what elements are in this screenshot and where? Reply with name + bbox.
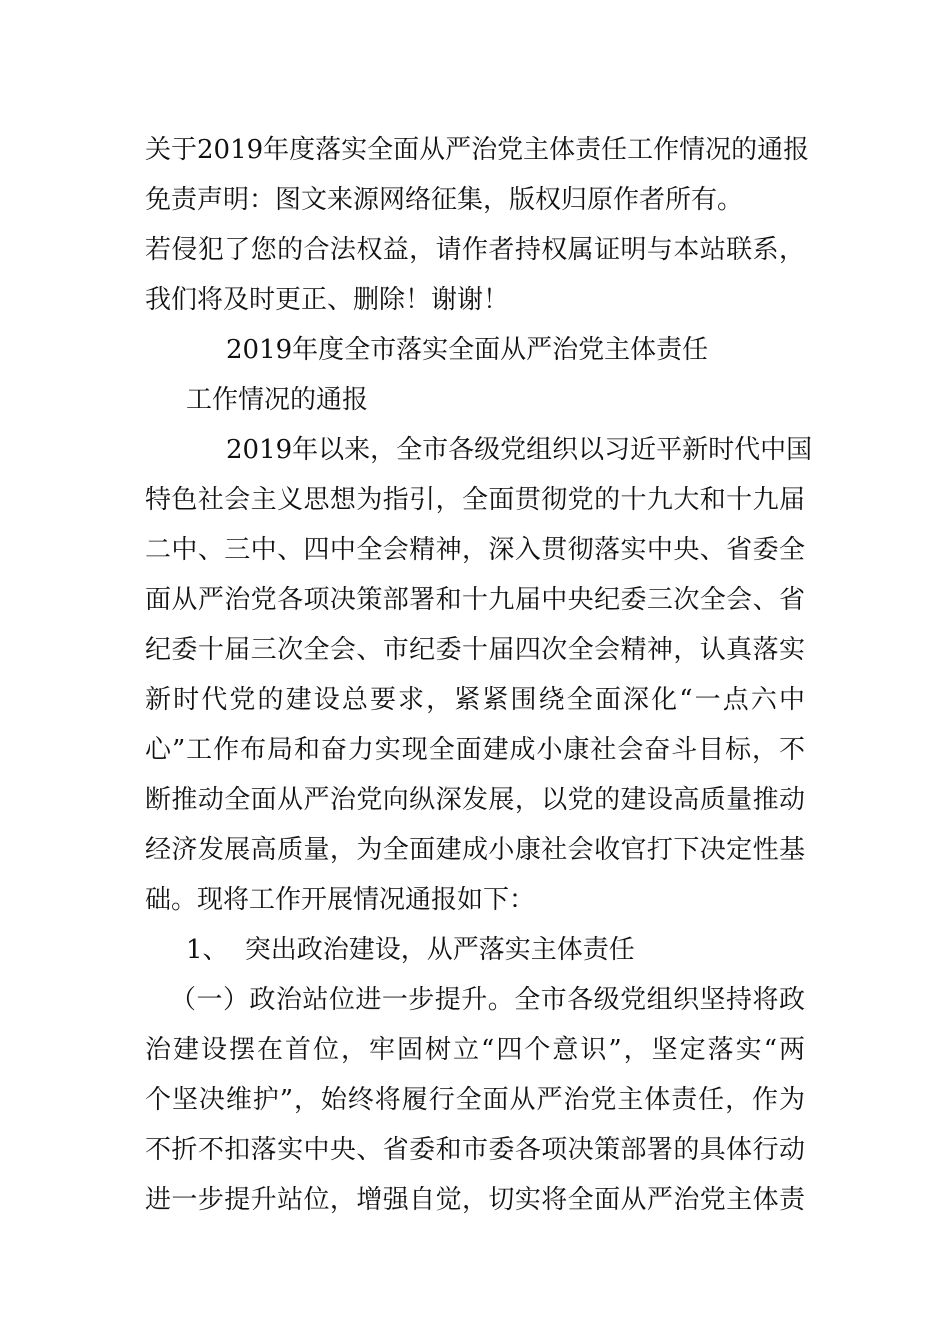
body-line: 经济发展高质量，为全面建成小康社会收官打下决定性基: [145, 835, 805, 865]
report-heading-line-2: 工作情况的通报: [186, 385, 369, 415]
body-line: 2019年以来，全市各级党组织以习近平新时代中国: [226, 435, 813, 465]
section-heading: 1、 突出政治建设，从严落实主体责任: [186, 935, 635, 965]
document-title-line: 关于2019年度落实全面从严治党主体责任工作情况的通报: [145, 135, 810, 165]
disclaimer-line-2: 若侵犯了您的合法权益，请作者持权属证明与本站联系，: [145, 235, 805, 265]
body-line: 新时代党的建设总要求，紧紧围绕全面深化“一点六中: [145, 685, 805, 715]
body-line: 心”工作布局和奋力实现全面建成小康社会奋斗目标，不: [145, 735, 805, 765]
body-line: 纪委十届三次全会、市纪委十届四次全会精神，认真落实: [145, 635, 805, 665]
body-line: 个坚决维护”，始终将履行全面从严治党主体责任，作为: [145, 1085, 805, 1115]
body-line: 进一步提升站位，增强自觉，切实将全面从严治党主体责: [145, 1185, 805, 1215]
disclaimer-line-1: 免责声明：图文来源网络征集，版权归原作者所有。: [145, 185, 744, 215]
body-line: 治建设摆在首位，牢固树立“四个意识”，坚定落实“两: [145, 1035, 805, 1065]
body-line: 不折不扣落实中央、省委和市委各项决策部署的具体行动: [145, 1135, 805, 1165]
report-heading-line-1: 2019年度全市落实全面从严治党主体责任: [226, 335, 709, 365]
body-line: 二中、三中、四中全会精神，深入贯彻落实中央、省委全: [145, 535, 805, 565]
body-line: 断推动全面从严治党向纵深发展，以党的建设高质量推动: [145, 785, 805, 815]
body-line: （一）政治站位进一步提升。全市各级党组织坚持将政: [170, 985, 805, 1015]
body-line: 础。现将工作开展情况通报如下：: [145, 885, 536, 915]
disclaimer-line-3: 我们将及时更正、删除！谢谢！: [145, 285, 510, 315]
body-line: 特色社会主义思想为指引，全面贯彻党的十九大和十九届: [145, 485, 805, 515]
body-line: 面从严治党各项决策部署和十九届中央纪委三次全会、省: [145, 585, 805, 615]
